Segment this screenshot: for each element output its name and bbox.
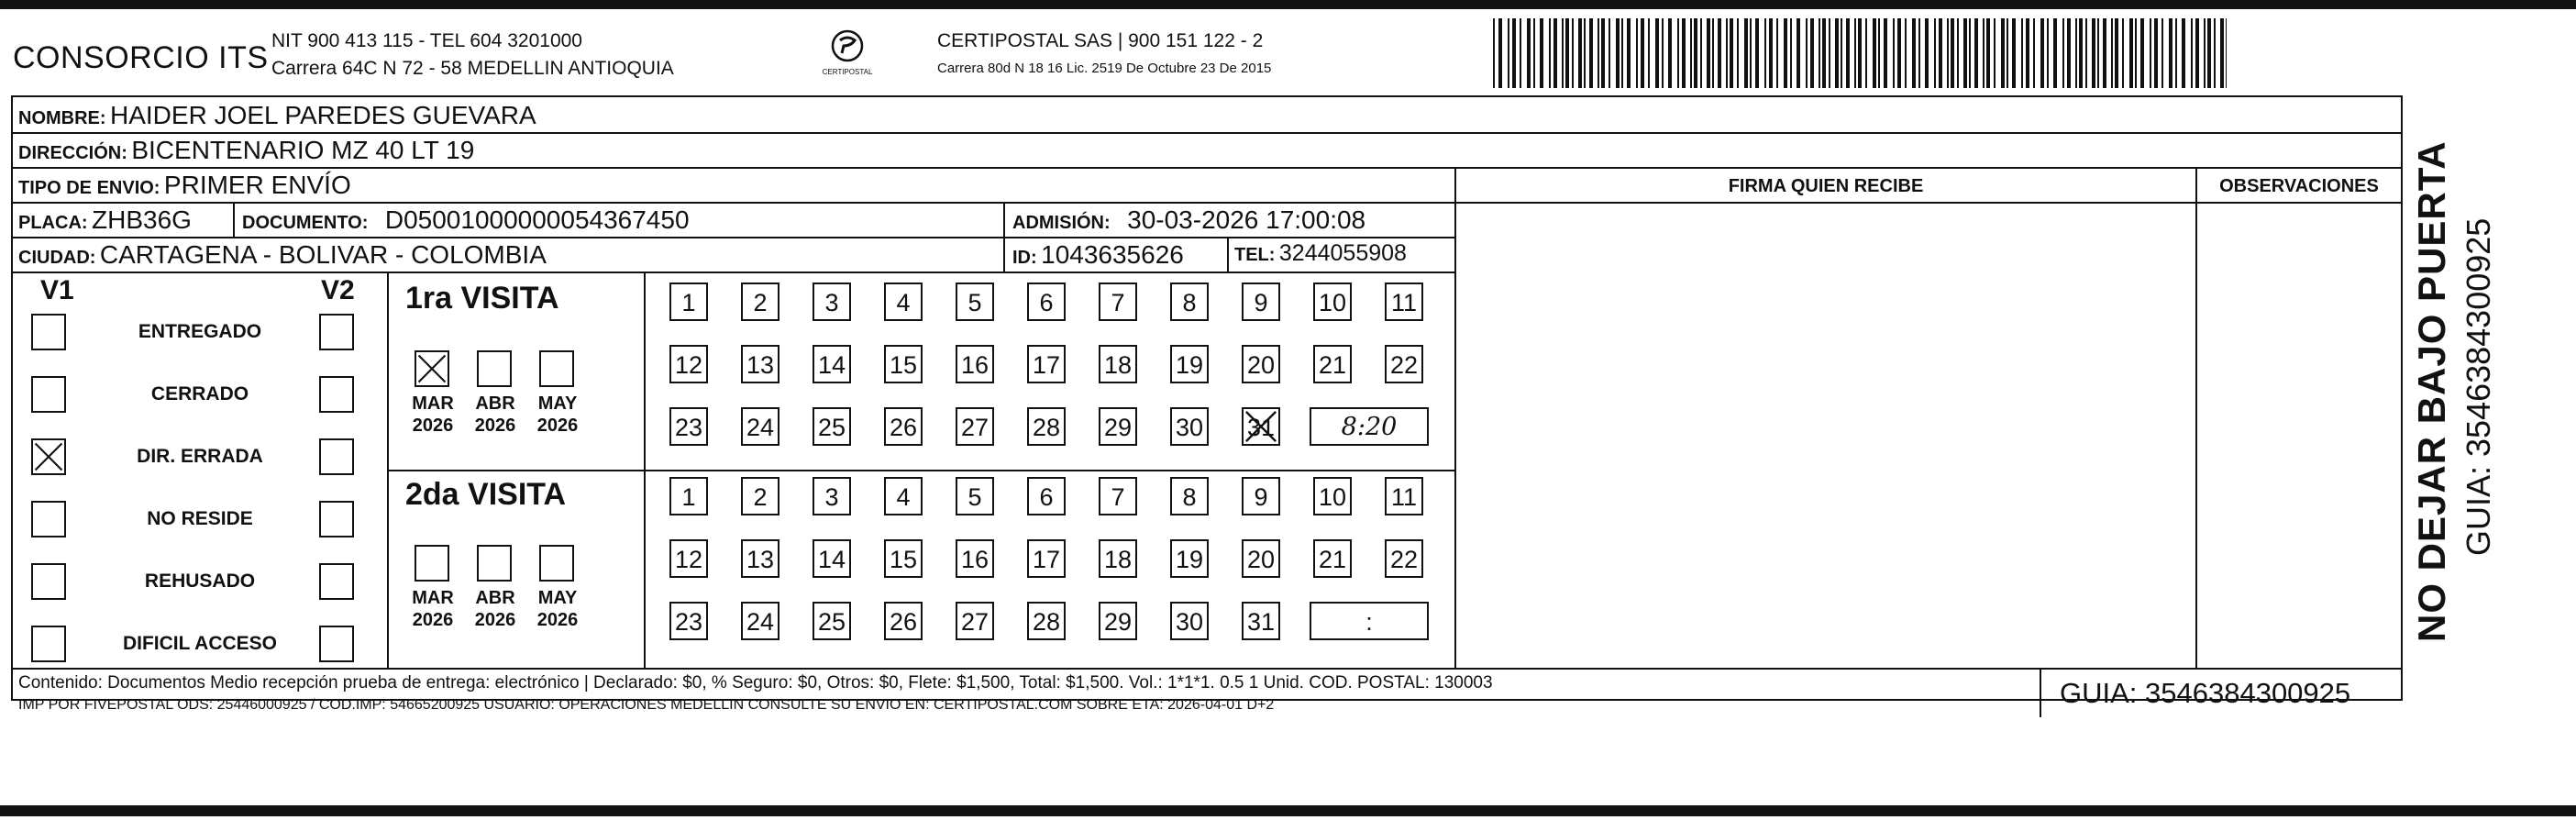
tel-label: TEL: bbox=[1234, 245, 1276, 265]
v1-checkbox[interactable] bbox=[31, 314, 66, 350]
month-checkbox[interactable] bbox=[477, 350, 512, 387]
barcode-icon bbox=[1493, 18, 2227, 88]
day-box[interactable]: 10 bbox=[1313, 477, 1352, 515]
day-box[interactable]: 7 bbox=[1099, 477, 1137, 515]
document-field bbox=[242, 205, 690, 235]
v2-checkbox[interactable] bbox=[319, 563, 354, 600]
day-box[interactable]: 26 bbox=[884, 407, 923, 446]
recipient-address: BICENTENARIO MZ 40 LT 19 bbox=[131, 136, 475, 164]
month-checkbox[interactable] bbox=[477, 545, 512, 582]
month-label: MAR 2026 bbox=[412, 393, 454, 436]
top-border-bar bbox=[0, 0, 2576, 9]
shipment-type-label: TIPO DE ENVIO: bbox=[18, 178, 160, 198]
day-box[interactable]: 10 bbox=[1313, 283, 1352, 321]
month-checkbox[interactable] bbox=[415, 350, 449, 387]
status-label: ENTREGADO bbox=[138, 321, 262, 342]
month-checkbox[interactable] bbox=[539, 545, 574, 582]
tel-value: 3244055908 bbox=[1278, 240, 1407, 266]
v1-checkbox[interactable] bbox=[31, 438, 66, 475]
v1-checkbox[interactable] bbox=[31, 626, 66, 662]
day-box[interactable]: 9 bbox=[1242, 477, 1280, 515]
day-box[interactable]: 6 bbox=[1027, 283, 1066, 321]
day-box[interactable]: 15 bbox=[884, 539, 923, 578]
day-box[interactable]: 13 bbox=[741, 345, 779, 383]
day-box[interactable]: 28 bbox=[1027, 602, 1066, 640]
day-box[interactable]: 4 bbox=[884, 283, 923, 321]
day-box[interactable]: 19 bbox=[1170, 345, 1209, 383]
company-info bbox=[271, 28, 674, 83]
day-box[interactable]: 11 bbox=[1385, 283, 1423, 321]
month-label: ABR 2026 bbox=[474, 588, 516, 630]
v1-header: V1 bbox=[40, 275, 74, 305]
day-box[interactable]: 24 bbox=[741, 602, 779, 640]
day-box[interactable]: 5 bbox=[956, 283, 994, 321]
day-box[interactable]: 1 bbox=[669, 283, 708, 321]
tel-field bbox=[1234, 240, 1407, 267]
contents-line: Contenido: Documentos Medio recepción prueba de entrega: electrónico | Declarado: $0, % Seguro: $0, Otros: $0, Flete: $1,500, Total: $1,500. Vol.: 1*1*1. 0.5 1 Unid. COD. POSTAL: 130003 bbox=[18, 673, 1493, 693]
status-label: CERRADO bbox=[150, 383, 249, 404]
status-label: NO RESIDE bbox=[147, 508, 253, 529]
guide-number: GUIA: 3546384300925 bbox=[2060, 677, 2351, 709]
day-box[interactable]: 6 bbox=[1027, 477, 1066, 515]
day-box[interactable]: 19 bbox=[1170, 539, 1209, 578]
company-address: Carrera 64C N 72 - 58 MEDELLIN ANTIOQUIA bbox=[271, 58, 674, 79]
certipostal-logo-icon bbox=[811, 26, 884, 86]
visit2-title: 2da VISITA bbox=[405, 477, 567, 512]
status-label: REHUSADO bbox=[144, 571, 256, 592]
day-box[interactable]: 22 bbox=[1385, 539, 1423, 578]
day-box[interactable]: 29 bbox=[1099, 602, 1137, 640]
v1-checkbox[interactable] bbox=[31, 376, 66, 413]
v2-checkbox[interactable] bbox=[319, 501, 354, 537]
bottom-border-bar bbox=[0, 805, 2576, 816]
address-row bbox=[18, 136, 474, 165]
day-box[interactable]: 4 bbox=[884, 477, 923, 515]
delivery-form bbox=[11, 95, 2403, 713]
day-box[interactable]: 23 bbox=[669, 602, 708, 640]
day-box[interactable]: 12 bbox=[669, 345, 708, 383]
day-box[interactable]: 21 bbox=[1313, 345, 1352, 383]
shipment-type-row bbox=[18, 171, 351, 200]
courier-nit: CERTIPOSTAL SAS | 900 151 122 - 2 bbox=[937, 30, 1264, 51]
day-box[interactable]: 30 bbox=[1170, 407, 1209, 446]
day-box[interactable]: 20 bbox=[1242, 345, 1280, 383]
day-box[interactable]: 14 bbox=[813, 539, 851, 578]
visit-time-box[interactable]: 8:20 bbox=[1310, 407, 1429, 446]
day-box[interactable]: 17 bbox=[1027, 539, 1066, 578]
day-box[interactable]: 8 bbox=[1170, 477, 1209, 515]
day-box[interactable] bbox=[1242, 407, 1280, 446]
admission-value: 30-03-2026 17:00:08 bbox=[1127, 205, 1366, 234]
courier-info bbox=[937, 28, 1271, 83]
company-nit: NIT 900 413 115 - TEL 604 3201000 bbox=[271, 30, 582, 51]
day-box[interactable]: 21 bbox=[1313, 539, 1352, 578]
day-box[interactable]: 1 bbox=[669, 477, 708, 515]
day-box[interactable]: 22 bbox=[1385, 345, 1423, 383]
day-number: 31 bbox=[1246, 414, 1276, 441]
id-field bbox=[1012, 240, 1184, 270]
day-box[interactable]: 28 bbox=[1027, 407, 1066, 446]
status-label: DIFICIL ACCESO bbox=[122, 633, 277, 654]
v1-checkbox[interactable] bbox=[31, 563, 66, 600]
day-box[interactable]: 3 bbox=[813, 477, 851, 515]
day-box[interactable]: 13 bbox=[741, 539, 779, 578]
v2-header: V2 bbox=[321, 275, 355, 305]
day-box[interactable]: 14 bbox=[813, 345, 851, 383]
plate-value: ZHB36G bbox=[92, 205, 192, 234]
day-box[interactable]: 24 bbox=[741, 407, 779, 446]
company-name: CONSORCIO ITS bbox=[13, 40, 269, 75]
recipient-name-row bbox=[18, 101, 536, 130]
day-box[interactable]: 12 bbox=[669, 539, 708, 578]
id-value: 1043635626 bbox=[1041, 240, 1184, 269]
v1-checkbox[interactable] bbox=[31, 501, 66, 537]
day-box[interactable]: 27 bbox=[956, 602, 994, 640]
day-box[interactable]: 26 bbox=[884, 602, 923, 640]
side-guide-number: GUIA: 3546384300925 bbox=[2460, 217, 2497, 556]
day-box[interactable]: 23 bbox=[669, 407, 708, 446]
visit1-title: 1ra VISITA bbox=[405, 281, 559, 316]
month-checkbox[interactable] bbox=[415, 545, 449, 582]
name-label: NOMBRE: bbox=[18, 108, 106, 128]
print-info-line: IMP POR FIVEPOSTAL ODS: 25446000925 / COD.IMP: 54665200925 USUARIO: OPERACIONES MEDELLIN CONSULTE SU ENVIO EN: CERTIPOSTAL.COM SOBRE ETA: 2026-04-01 D+2 bbox=[18, 697, 1275, 713]
signature-column-header: FIRMA QUIEN RECIBE bbox=[1728, 176, 1924, 196]
day-box[interactable]: 2 bbox=[741, 477, 779, 515]
v2-checkbox[interactable] bbox=[319, 438, 354, 475]
day-box[interactable]: 30 bbox=[1170, 602, 1209, 640]
v2-checkbox[interactable] bbox=[319, 314, 354, 350]
observations-column-header: OBSERVACIONES bbox=[2219, 176, 2379, 196]
v2-checkbox[interactable] bbox=[319, 626, 354, 662]
day-box[interactable]: 20 bbox=[1242, 539, 1280, 578]
do-not-leave-under-door-warning: NO DEJAR BAJO PUERTA bbox=[2410, 140, 2453, 642]
month-label: ABR 2026 bbox=[474, 393, 516, 436]
city-value: CARTAGENA - BOLIVAR - COLOMBIA bbox=[99, 240, 547, 269]
day-box[interactable]: 17 bbox=[1027, 345, 1066, 383]
admission-field bbox=[1012, 205, 1365, 235]
recipient-name: HAIDER JOEL PAREDES GUEVARA bbox=[110, 101, 536, 129]
city-label: CIUDAD: bbox=[18, 248, 96, 268]
visit-time-box[interactable]: : bbox=[1310, 602, 1429, 640]
day-box[interactable]: 29 bbox=[1099, 407, 1137, 446]
month-label: MAY 2026 bbox=[536, 393, 579, 436]
address-label: DIRECCIÓN: bbox=[18, 143, 127, 163]
day-box[interactable]: 2 bbox=[741, 283, 779, 321]
day-box[interactable]: 31 bbox=[1242, 602, 1280, 640]
status-label: DIR. ERRADA bbox=[137, 446, 263, 467]
day-box[interactable]: 16 bbox=[956, 345, 994, 383]
document-value: D05001000000054367450 bbox=[384, 205, 690, 234]
month-label: MAR 2026 bbox=[412, 588, 454, 630]
day-box[interactable]: 9 bbox=[1242, 283, 1280, 321]
plate-label: PLACA: bbox=[18, 213, 88, 233]
city-field bbox=[18, 240, 547, 270]
day-box[interactable]: 25 bbox=[813, 407, 851, 446]
day-box[interactable]: 16 bbox=[956, 539, 994, 578]
courier-address: Carrera 80d N 18 16 Lic. 2519 De Octubre 23 De 2015 bbox=[937, 61, 1272, 76]
day-box[interactable]: 5 bbox=[956, 477, 994, 515]
document-label: DOCUMENTO: bbox=[242, 213, 369, 233]
admission-label: ADMISIÓN: bbox=[1012, 213, 1111, 233]
month-label: MAY 2026 bbox=[536, 588, 579, 630]
day-box[interactable]: 15 bbox=[884, 345, 923, 383]
day-box[interactable]: 3 bbox=[813, 283, 851, 321]
v2-checkbox[interactable] bbox=[319, 376, 354, 413]
id-label: ID: bbox=[1012, 248, 1037, 268]
day-box[interactable]: 7 bbox=[1099, 283, 1137, 321]
day-box[interactable]: 18 bbox=[1099, 539, 1137, 578]
day-box[interactable]: 8 bbox=[1170, 283, 1209, 321]
logo-text: CERTIPOSTAL bbox=[822, 68, 873, 76]
month-checkbox[interactable] bbox=[539, 350, 574, 387]
plate-field bbox=[18, 205, 192, 235]
day-box[interactable]: 18 bbox=[1099, 345, 1137, 383]
day-box[interactable]: 27 bbox=[956, 407, 994, 446]
shipment-type: PRIMER ENVÍO bbox=[163, 171, 351, 199]
day-box[interactable]: 25 bbox=[813, 602, 851, 640]
day-box[interactable]: 11 bbox=[1385, 477, 1423, 515]
